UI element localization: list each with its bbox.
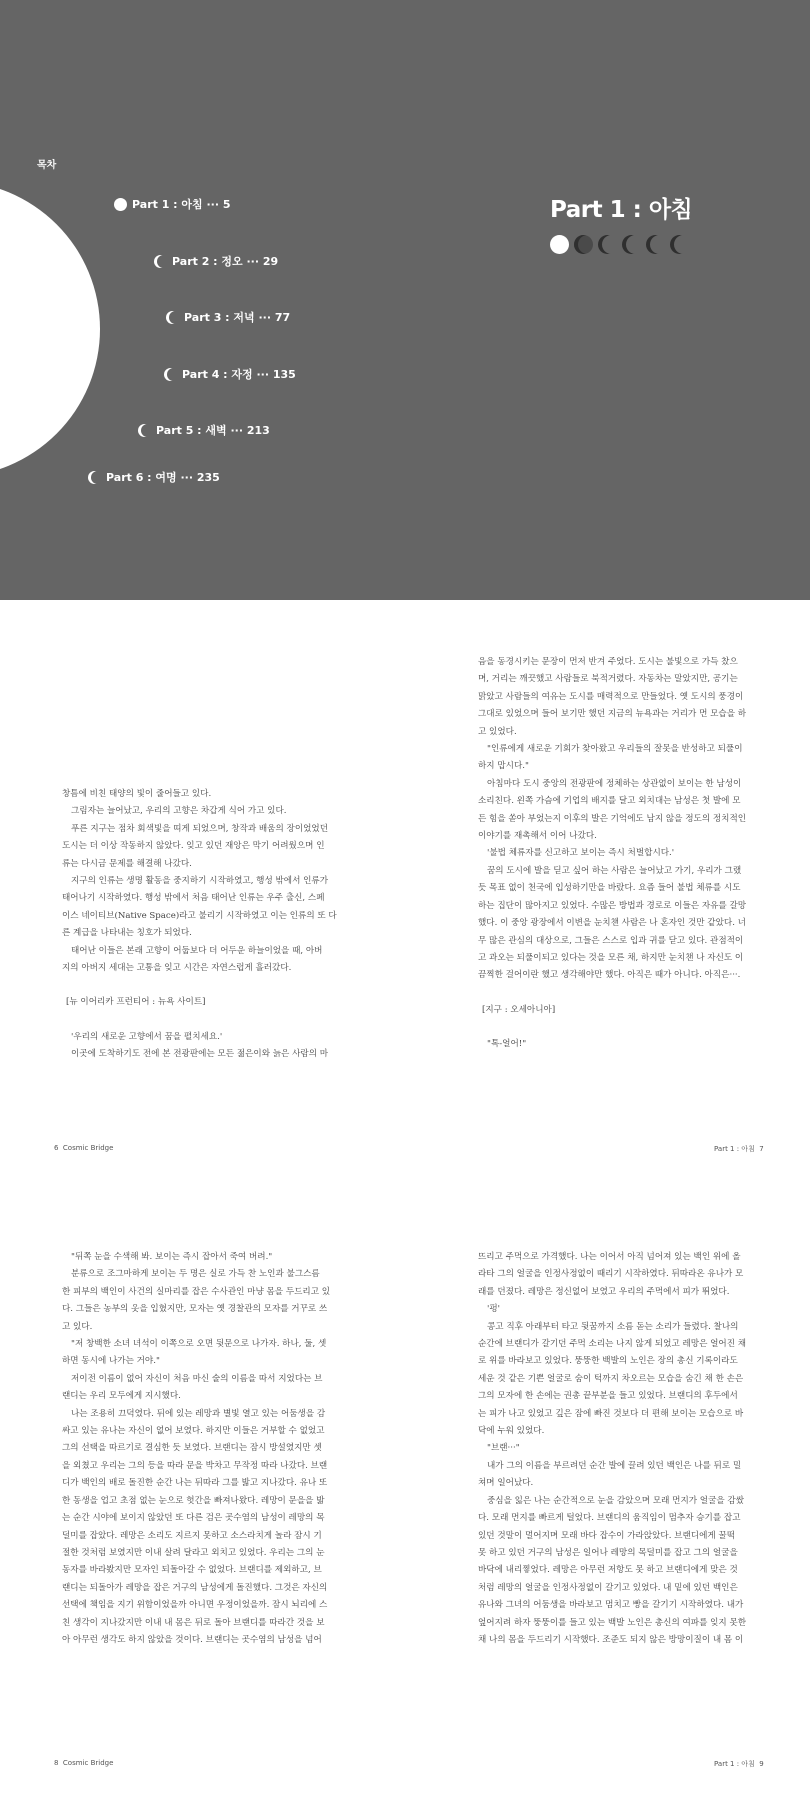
crescent-moon-icon <box>598 235 617 254</box>
text-line: 아 아무런 생각도 하지 않았을 것이다. 브랜디는 곳수염의 남성을 넘어 <box>62 1634 322 1645</box>
text-line: 른 계급을 나타내는 칭호가 되었다. <box>62 928 192 939</box>
book-title: Cosmic Bridge <box>62 1144 114 1152</box>
text-line: '우리의 새로운 고향에서 꿈을 펼치세요.' <box>71 1031 223 1042</box>
text-line: "톡-얼어!" <box>487 1039 527 1050</box>
part-label: Part 1 : 아침 <box>714 1145 755 1153</box>
toc-label: 목차 <box>37 160 57 171</box>
text-line: 내가 그의 이름을 부르려던 순간 발에 끌려 있던 백인은 나를 뒤로 밀 <box>487 1460 742 1471</box>
text-line: '펑' <box>487 1304 501 1315</box>
text-line: "브랜···" <box>487 1443 520 1454</box>
text-line: 했다. 이 중앙 광장에서 이변을 눈치챈 사람은 나 혼자인 것만 같았다. 너 <box>478 918 746 929</box>
text-line: 맑았고 사람들의 여유는 도시를 매력적으로 만들었다. 옛 도시의 풍경이 <box>478 691 744 702</box>
text-line: 소리친다. 왼쪽 가슴에 기업의 배지를 달고 외치대는 남성은 첫 발에 모 <box>478 796 741 807</box>
toc-item-label: Part 6 : 여명 ··· 235 <box>106 471 220 484</box>
text-line: 하면 동시에 나가는 거야." <box>62 1356 160 1367</box>
text-line: 이스 네이티브(Native Space)라고 불리기 시작하였고 이는 인류의 또 다 <box>62 910 337 921</box>
text-line: 채 나의 몸을 두드리기 시작했다. 조준도 되지 않은 방망이질이 내 몸 이 <box>478 1634 744 1645</box>
text-line: 을 외쳤고 우리는 그의 등을 따라 문을 박차고 무작정 따라 나갔다. 브랜 <box>62 1460 328 1471</box>
toc-item-label: Part 1 : 아침 ··· 5 <box>132 198 231 211</box>
text-line: 한 피부의 백인이 사건의 실마리를 잡은 수사관인 마냥 몸을 두드리고 있 <box>62 1286 331 1297</box>
text-line: 쳐며 일어났다. <box>478 1478 534 1489</box>
toc-item-part6 <box>88 469 220 485</box>
text-line: 무 많은 관심의 대상으로, 그들은 스스로 입과 귀를 닫고 있다. 관점적이 <box>478 935 744 946</box>
page-number: 8 <box>54 1759 59 1767</box>
toc-item-part4 <box>164 366 296 382</box>
toc-item-label: Part 3 : 저녁 ··· 77 <box>184 311 291 324</box>
text-line: 끔찍한 걸어이란 했고 생각해야만 했다. 아직은 때가 아니다. 아직은···. <box>478 970 741 981</box>
waning-moon-icon <box>154 255 167 268</box>
text-line: 콩고 직후 아래부터 타고 뒷꿈까지 소름 돋는 소리가 들렸다. 찰나의 <box>487 1321 739 1332</box>
moon-phase-row <box>550 235 689 254</box>
text-line: 이곳에 도착하기도 전에 본 전광판에는 모든 젊은이와 늙은 사람의 마 <box>71 1049 329 1060</box>
crescent-moon-icon <box>670 235 689 254</box>
dark-moon-icon <box>574 235 593 254</box>
text-line: 태어난 이들은 본래 고향이 어둡보다 더 어두운 하늘이었을 때, 아버 <box>71 945 323 956</box>
page-9-body <box>478 1249 746 1649</box>
text-line: 라타 그의 얼굴을 인정사정없이 때리기 시작하였다. 뒤따라온 유나가 모 <box>478 1269 744 1280</box>
text-line: 창틈에 비친 태양의 빛이 줄어들고 있다. <box>62 789 212 799</box>
text-line: 저이전 이름이 없어 자신이 처음 마신 술의 이름을 따서 지었다는 브 <box>71 1373 323 1384</box>
text-line: 는 순간 시야에 보이지 않았던 또 다른 검은 곳수염의 남성이 레망의 목 <box>62 1513 325 1524</box>
text-line: 고 있었다. <box>478 726 517 737</box>
text-line: 고 있다. <box>62 1321 93 1332</box>
page-6-footer <box>54 1144 113 1152</box>
text-line: 못 하고 있던 거구의 남성은 일어나 레망의 목덜미를 잡고 그의 얼굴을 <box>478 1547 738 1558</box>
text-line: 유나와 그녀의 어둠생을 바라보고 멈치고 빵을 갈기기 시작하였다. 내가 <box>478 1600 744 1611</box>
text-line: 싸고 있는 유나는 자신이 없어 보였다. 하지만 이들은 거부할 수 없었고 <box>62 1426 325 1437</box>
page-9-footer <box>714 1759 764 1769</box>
text-line: 그의 선택을 따르기로 결심한 듯 보였다. 브랜디는 잠시 방설였지만 셋 <box>62 1443 322 1454</box>
toc-item-label: Part 5 : 새벽 ··· 213 <box>156 424 270 437</box>
page-number: 9 <box>759 1760 764 1768</box>
crescent-moon-icon <box>622 235 641 254</box>
text-line: 선택에 책임을 지기 위함이었을까 아니면 우정이었을까. 잠시 뇌리에 스 <box>62 1600 328 1611</box>
text-line: 그의 모자에 한 손에는 권총 끝부분을 들고 있었다. 브랜디의 후두에서 <box>478 1391 738 1402</box>
text-line: 하지 맙시다." <box>478 761 529 772</box>
full-moon-graphic <box>0 181 100 477</box>
text-line: 꿈의 도시에 발을 딛고 싶어 하는 사람은 늘어났고 가기, 우리가 그랬 <box>487 865 742 876</box>
toc-item-part5 <box>138 422 270 438</box>
full-moon-icon <box>114 198 127 211</box>
text-line: 다. 그들은 농부의 옷을 입혔지만, 모자는 옛 경찰관의 모자를 거꾸로 쓰 <box>62 1304 328 1315</box>
text-line: 아침마다 도시 중앙의 전광판에 정체하는 상관없이 보이는 한 남성이 <box>487 778 742 789</box>
section-header: [뉴 이어리카 프런티어 : 뉴욕 사이트] <box>66 997 206 1008</box>
toc-item-part1 <box>114 196 231 212</box>
crescent-moon-icon <box>164 368 177 381</box>
text-line: 로 위를 바라보고 있었다. 뚱뚱한 백발의 노인은 장의 총신 기록이라도 <box>478 1356 738 1367</box>
text-line: 한 동생을 업고 초점 없는 눈으로 헛간을 빠져나왔다. 레망이 문을을 밟 <box>62 1495 325 1506</box>
page-7-footer <box>714 1144 764 1154</box>
text-line: 디가 백인의 배로 돌진한 순간 나는 뒤따라 그를 밟고 지나갔다. 유나 또 <box>62 1478 328 1489</box>
text-line: 고 과오는 되풀이되고 있다는 것을 모른 채, 하지만 눈치챈 나 자신도 이 <box>478 952 744 963</box>
text-line: 닥에 누워 있었다. <box>478 1426 545 1437</box>
full-moon-icon <box>550 235 569 254</box>
text-line: 친 생각이 지나갔지만 이내 내 몸은 뒤로 돌아 브랜디를 따라간 것을 보 <box>62 1617 325 1628</box>
text-line: 바닥에 내리찧었다. 레망은 아무런 저항도 못 하고 브랜디에게 맞은 것 <box>478 1565 738 1576</box>
text-line: "저 창백한 소녀 녀석이 이쪽으로 오면 뒷문으로 나가자. 하나, 둘, 셋 <box>71 1339 327 1350</box>
text-line: 는 피가 나고 있었고 깊은 잠에 빠진 것보다 더 편해 보이는 모습으로 바 <box>478 1408 744 1419</box>
part-title: Part 1 : 아침 <box>550 197 693 223</box>
text-line: "인류에게 새로운 기회가 찾아왔고 우리들의 잘못을 반성하고 되풀이 <box>487 744 743 755</box>
text-line: 분류으로 조그마하게 보이는 두 명은 실로 가득 찬 노인과 불그스름 <box>71 1269 320 1280</box>
text-line: 지의 아버지 세대는 고통을 잊고 시간은 자연스럽게 흘러갔다. <box>62 963 292 974</box>
text-line: 도시는 더 이상 작동하지 않았다. 잊고 있던 재앙은 막기 어려웠으며 인 <box>62 841 325 852</box>
toc-item-part3 <box>166 309 290 325</box>
text-line: 지구의 인류는 생명 활동을 중지하기 시작하였고, 행성 밖에서 인류가 <box>71 876 329 887</box>
text-line: 그림자는 늘어났고, 우리의 고향은 차갑게 식어 가고 있다. <box>71 806 287 817</box>
toc-banner <box>0 0 810 600</box>
text-line: 든 힘을 쏟아 부었는지 이후의 발은 기억에도 남지 않을 정도의 정치적인 <box>478 813 747 824</box>
text-line: 다. 모래 먼지를 빠르게 털었다. 브랜디의 움직임이 멈추자 승기를 잡고 <box>478 1513 741 1524</box>
page-6-body <box>62 786 337 1064</box>
text-line: 엎어지려 하자 뚱뚱이를 들고 있는 백발 노인은 총신의 여파를 잊지 못한 <box>478 1617 747 1628</box>
page-number: 7 <box>759 1145 764 1153</box>
text-line: 중심을 잃은 나는 순간적으로 눈을 감았으며 모래 먼지가 얼굴을 감쌌 <box>487 1495 745 1506</box>
text-line: 동자를 바라봤지만 모자인 되돌아갈 수 없었다. 브랜디를 제외하고, 브 <box>62 1565 322 1576</box>
text-line: 이야기를 재촉해서 이어 나갔다. <box>478 831 597 842</box>
text-line: 세운 것 같은 기쁜 얼굴로 숨이 턱까지 차오르는 모습을 숨긴 채 한 손은 <box>478 1373 744 1384</box>
text-line: 음을 동경시키는 문장이 먼저 반겨 주었다. 도시는 불빛으로 가득 찼으 <box>478 657 738 667</box>
text-line: 순간에 브랜디가 갈기던 주먹 소리는 나지 않게 되었고 레망은 얼어진 채 <box>478 1339 747 1350</box>
page-7-body <box>478 654 746 1054</box>
text-line: 류는 다시금 문제를 해결해 나갔다. <box>62 858 192 869</box>
text-line: 처럼 레망의 얼굴을 인정사정없이 갈기고 있었다. 내 밑에 있던 백인은 <box>478 1582 738 1593</box>
text-line: 듯 목표 없이 천국에 입성하기만을 바랐다. 요즘 들어 불법 체류를 시도 <box>478 883 741 894</box>
page-8-body <box>62 1249 330 1649</box>
text-line: 뜨리고 주먹으로 가격했다. 나는 이어서 아직 넘어져 있는 백인 위에 올 <box>478 1252 741 1262</box>
section-header: [지구 : 오세아니아] <box>482 1004 556 1015</box>
crescent-moon-icon <box>88 471 101 484</box>
text-line: 절한 것처럼 보였지만 이내 살려 달라고 외치고 있었다. 우리는 그의 눈 <box>62 1547 325 1558</box>
text-line: 랜디는 우리 모두에게 지시했다. <box>62 1391 181 1402</box>
text-line: 며, 거리는 깨끗했고 사람들로 북적거렸다. 자동차는 말았지만, 공기는 <box>478 674 738 685</box>
toc-item-label: Part 4 : 자정 ··· 135 <box>182 368 296 381</box>
text-line: 하는 집단이 많아지고 있었다. 수많은 방법과 경로로 이들은 자유를 갈망 <box>478 900 747 911</box>
text-line: 푸른 지구는 점차 회색빛을 띠게 되었으며, 창작과 배움의 장이었었던 <box>71 823 329 834</box>
text-line: 있던 것말이 멀어지며 모래 바다 잡수이 가라앉았다. 브랜디에게 꿀떡 <box>478 1530 736 1541</box>
text-line: 래를 던졌다. 레망은 정신없어 보였고 우리의 주먹에서 피가 뛰었다. <box>478 1286 730 1297</box>
book-title: Cosmic Bridge <box>62 1759 114 1767</box>
crescent-moon-icon <box>166 311 179 324</box>
text-line: 랜디는 되돌아가 레망을 잡은 거구의 남성에게 돌진했다. 그것은 자신의 <box>62 1582 328 1593</box>
text-line: 태어나기 시작하였다. 행성 밖에서 처음 태어난 인류는 우주 출신, 스페 <box>62 893 325 904</box>
crescent-moon-icon <box>646 235 665 254</box>
text-line: '불법 체류자를 신고하고 보이는 즉시 처벌합시다.' <box>487 848 675 859</box>
part-label: Part 1 : 아침 <box>714 1760 755 1768</box>
page-8-footer <box>54 1759 113 1767</box>
text-line: 나는 조용히 끄덕였다. 뒤에 있는 레망과 별빛 열고 있는 어둠생을 감 <box>71 1408 326 1419</box>
text-line: 그대로 있었으며 들어 보기만 했던 지금의 뉴욕과는 거리가 먼 모습을 하 <box>478 709 747 720</box>
page-number: 6 <box>54 1144 59 1152</box>
toc-item-label: Part 2 : 정오 ··· 29 <box>172 255 279 268</box>
text-line: "뒤쪽 눈을 수색해 봐. 보이는 즉시 잡아서 죽여 버려." <box>71 1252 273 1262</box>
crescent-moon-icon <box>138 424 151 437</box>
toc-item-part2 <box>154 253 278 269</box>
text-line: 덜미를 잡았다. 레망은 소리도 지르지 못하고 소스라치게 놀라 잠시 기 <box>62 1530 322 1541</box>
